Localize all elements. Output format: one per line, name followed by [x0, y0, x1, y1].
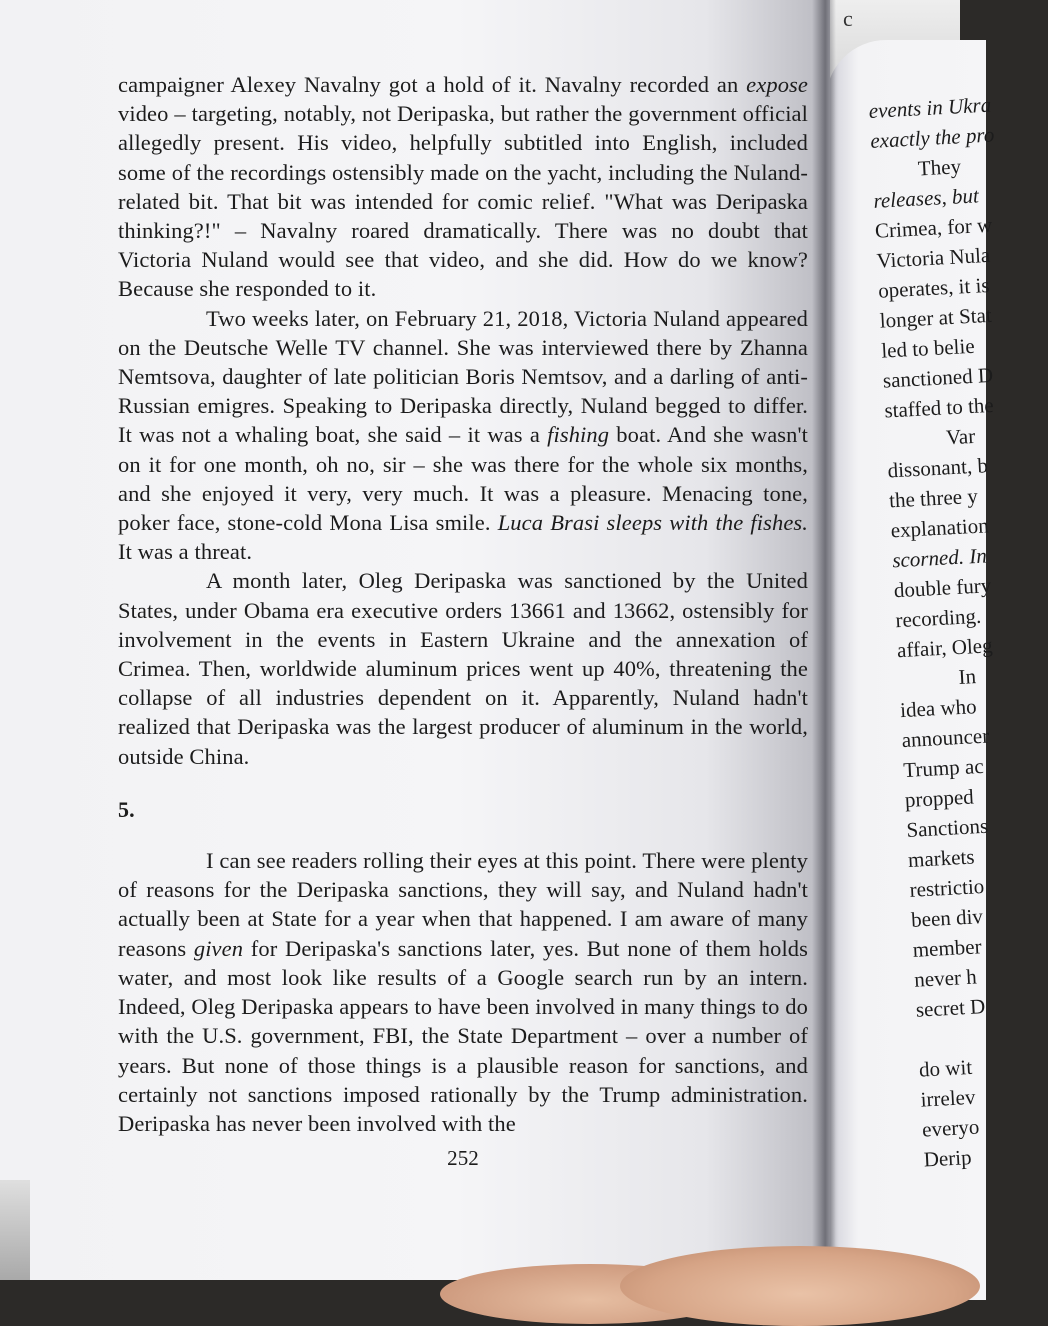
- page-edge: [0, 1180, 30, 1280]
- right-page-line: irrelev: [919, 1084, 976, 1112]
- right-page-line: scorned. In: [891, 543, 988, 573]
- right-page-line: releases, but: [872, 183, 980, 213]
- page-number: 252: [447, 1146, 479, 1171]
- right-page-line: In: [957, 664, 977, 690]
- paragraph-2: Two weeks later, on February 21, 2018, Victoria Nuland appeared on the Deutsche Welle TV channel. She was interviewed there by Zhanna Nemtsova, daughter of late politician Boris Nemtsov, and a darling of anti-Russian emigres. Speaking to Deripaska directly, Nuland begged to differ. It was not a whaling boat, she said – it was a fishing boat. And she wasn't on it for one month, oh no, sir – she was there for the whole six months, and she enjoyed it very, very much. It was a pleasure. Menacing tone, poker face, stone-cold Mona Lisa smile. Luca Brasi sleeps with the fishes. It was a threat.: [118, 305, 808, 565]
- corner-mark: c: [843, 6, 853, 31]
- right-page-line: Trump ac: [902, 753, 985, 783]
- right-page-line: dissonant, b: [886, 453, 989, 483]
- right-page-line: Sanctions: [905, 813, 989, 842]
- right-page-line: recording.: [894, 603, 982, 633]
- right-page-line: secret D: [915, 994, 986, 1022]
- left-page-text: [118, 70, 808, 1173]
- right-page-line: everyo: [921, 1114, 980, 1142]
- right-page-line: sanctioned D: [882, 362, 994, 393]
- right-page-line: announcer: [901, 723, 990, 753]
- right-page-line: explanation: [890, 513, 990, 543]
- paragraph-4: I can see readers rolling their eyes at this point. There were plenty of reasons for the Deripaska sanctions, they will say, and Nuland hadn't actually been at State for a year when that happened. I am aware of many reasons given for Deripaska's sanctions later, yes. But none of them holds water, and most look like results of a Google search run by an intern. Indeed, Oleg Deripaska appears to have been involved in many things to do with the U.S. government, FBI, the State Department – over a number of years. But none of those things is a plausible reason for sanctions, and certainly not sanctions imposed rationally by the Trump administration. Deripaska has never been involved with the: [118, 848, 808, 1136]
- right-page-line: led to belie: [880, 333, 976, 363]
- right-page-line: the three y: [888, 483, 979, 513]
- right-page-line: longer at Stat: [879, 302, 993, 333]
- right-page-line: been div: [910, 904, 984, 932]
- right-page-line: affair, Oleg: [896, 633, 994, 663]
- right-page-line: markets: [907, 844, 976, 872]
- right-page-line: double fury: [893, 573, 992, 603]
- right-page-line: propped: [904, 784, 975, 813]
- paragraph-1: campaigner Alexey Navalny got a hold of it. Navalny recorded an expose video – targeting, notably, not Deripaska, but rather the government official allegedly present. His video, helpfully subtitled into English, included some of the recordings ostensibly made on the yacht, including the Nuland-related bit. That bit was intended for comic relief. "What was Deripaska thinking?!" – Navalny roared dramatically. There was no doubt that Victoria Nuland would see that video, and she did. How do we know? Because she responded to it.: [118, 72, 808, 302]
- right-page-line: member: [912, 934, 983, 962]
- right-page-line: staffed to the: [883, 392, 995, 423]
- right-page-line: They: [917, 154, 962, 181]
- finger: [620, 1246, 980, 1326]
- right-page-line: do wit: [918, 1054, 973, 1082]
- right-page-line: Crimea, for w: [874, 212, 993, 243]
- right-page-line: idea who: [899, 694, 978, 723]
- paragraph-3: A month later, Oleg Deripaska was sanctioned by the United States, under Obama era executive orders 13661 and 13662, ostensibly for involvement in the events in Eastern Ukraine and the annexation of Crimea. Then, worldwide aluminum prices went up 40%, threatening the collapse of all industries dependent on it. Apparently, Nuland hadn't realized that Deripaska was the largest producer of aluminum in the world, outside China.: [118, 568, 808, 769]
- right-page-line: Var: [945, 423, 976, 450]
- right-page-line: Victoria Nula: [876, 242, 991, 273]
- right-page-line: restrictio: [908, 874, 985, 902]
- right-page-line: events in Ukra: [868, 92, 992, 123]
- right-page-line: operates, it is: [877, 272, 991, 303]
- right-page-line: exactly the pro: [869, 122, 995, 153]
- right-page-line: never h: [913, 964, 978, 992]
- right-page-line: Derip: [923, 1145, 973, 1172]
- book-gutter: [812, 0, 836, 1280]
- section-heading: 5.: [118, 796, 135, 822]
